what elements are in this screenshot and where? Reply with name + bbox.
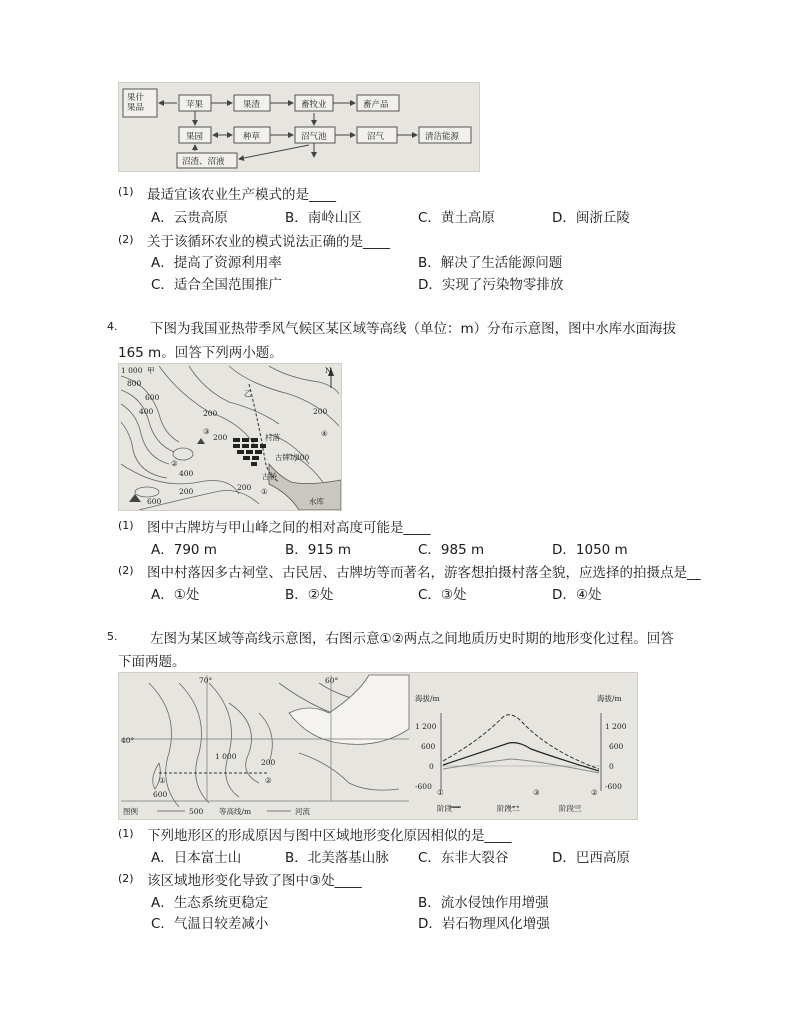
q4-sub1-number: (1): [118, 519, 134, 532]
box-pomace: 果渣: [243, 100, 261, 110]
box-biogas-pit: 沼气池: [301, 132, 327, 142]
q4-sub2-option-c[interactable]: C．③处: [418, 587, 467, 603]
q3-sub1-number: (1): [118, 185, 134, 198]
map-contour-200d: 200: [237, 483, 252, 492]
profile-ylabel-right: 海拔/m: [597, 694, 622, 703]
profile-legend-stage1: 阶段一: [437, 804, 460, 813]
left-map-legend-title: 图例: [123, 807, 138, 816]
left-map-lon-70: 70°: [199, 676, 213, 685]
box-livestock-products: 畜产品: [363, 100, 389, 110]
q4-sub2-option-d[interactable]: D．④处: [552, 587, 602, 603]
map-contour-200a: 200: [213, 433, 228, 442]
box-grass: 种草: [243, 132, 261, 142]
q4-sub1-option-c[interactable]: C．985 m: [418, 542, 485, 558]
q5-number: 5.: [107, 630, 118, 643]
box-residue: 沼渣、沼液: [182, 157, 225, 167]
profile-legend-stage2: 阶段二: [497, 804, 520, 813]
profile-ylabel-left: 海拔/m: [415, 694, 440, 703]
profile-point-3: ③: [533, 788, 540, 797]
q4-sub2-number: (2): [118, 564, 134, 577]
profile-tick-right-neg600: -600: [605, 782, 622, 791]
map-contour-200c: 200: [313, 407, 328, 416]
profile-tick-right-600: 600: [609, 742, 624, 751]
map-point-3: ③: [203, 427, 210, 436]
map-contour-400b: 400: [179, 469, 194, 478]
q3-sub2-text: 关于该循环农业的模式说法正确的是____: [147, 234, 390, 250]
q5-sub1-option-b[interactable]: B．北美落基山脉: [285, 850, 389, 866]
left-map-contour-1000: 1 000: [215, 752, 237, 761]
profile-point-2: ②: [591, 788, 598, 797]
q3-sub1-text: 最适宜该农业生产模式的是____: [147, 187, 336, 203]
left-map-contour-600: 600: [153, 790, 168, 799]
q5-stem-line2: 下面两题。: [118, 654, 186, 670]
q4-sub1-option-b[interactable]: B．915 m: [285, 542, 351, 558]
box-fruit-products: 果什果品: [127, 93, 145, 113]
map-peak-name: 甲: [147, 366, 155, 375]
q5-sub1-option-d[interactable]: D．巴西高原: [552, 850, 630, 866]
box-clean-energy: 清洁能源: [425, 132, 460, 142]
q4-stem-line2: 165 m。回答下列两小题。: [118, 345, 283, 361]
map-label-village: 村落: [265, 433, 280, 442]
left-map-contour-200: 200: [261, 758, 276, 767]
q3-sub1-option-a[interactable]: A．云贵高原: [151, 210, 228, 226]
profile-tick-left-neg600: -600: [415, 782, 432, 791]
map-contour-800: 800: [127, 379, 142, 388]
left-map-lon-60: 60°: [325, 676, 339, 685]
box-livestock: 畜牧业: [301, 100, 327, 110]
q4-sub2-option-b[interactable]: B．②处: [285, 587, 334, 603]
q5-sub1-option-a[interactable]: A．日本富士山: [151, 850, 242, 866]
left-map-lat-40: 40°: [121, 736, 135, 745]
left-map-legend-value: 500: [189, 807, 204, 816]
q5-sub1-number: (1): [118, 827, 134, 840]
q3-sub2-option-d[interactable]: D．实现了污染物零排放: [418, 277, 564, 293]
map-contour-200b: 200: [179, 487, 194, 496]
q5-sub2-option-c[interactable]: C．气温日较差减小: [151, 916, 269, 932]
q5-sub2-number: (2): [118, 872, 134, 885]
left-map-legend-contour: 等高线/m: [219, 807, 252, 816]
profile-point-1: ①: [437, 788, 444, 797]
profile-tick-right-0: 0: [609, 762, 614, 771]
map-north-label: N: [325, 366, 332, 375]
left-map-point-1: ①: [159, 776, 166, 785]
q4-sub2-option-a[interactable]: A．①处: [151, 587, 200, 603]
flowchart-figure: [118, 82, 480, 172]
q3-sub1-option-b[interactable]: B．南岭山区: [285, 210, 362, 226]
map-label-yi: 乙: [244, 389, 252, 398]
q5-stem-line1: 左图为某区域等高线示意图，右图示意①②两点之间地质历史时期的地形变化过程。回答: [150, 631, 674, 647]
q3-sub2-option-a[interactable]: A．提高了资源利用率: [151, 255, 282, 271]
map-point-1: ①: [261, 487, 268, 496]
box-apple: 苹果: [186, 100, 204, 110]
map-label-reservoir: 水库: [309, 497, 324, 506]
q4-sub1-option-d[interactable]: D．1050 m: [552, 542, 628, 558]
q4-sub1-text: 图中古牌坊与甲山峰之间的相对高度可能是____: [147, 520, 431, 536]
map-contour-400a: 400: [139, 407, 154, 416]
map-label-archway: 古牌坊: [275, 453, 298, 462]
q3-sub1-option-c[interactable]: C．黄土高原: [418, 210, 495, 226]
q3-sub2-option-c[interactable]: C．适合全国范围推广: [151, 277, 282, 293]
contour-map-figure: [118, 363, 342, 511]
map-point-4: ④: [321, 429, 328, 438]
q4-stem-line1: 下图为我国亚热带季风气候区某区域等高线（单位：m）分布示意图，图中水库水面海拔: [150, 321, 677, 337]
profile-line-stage2: [443, 715, 599, 769]
left-map-legend-river: 河流: [295, 807, 310, 816]
q5-sub2-option-a[interactable]: A．生态系统更稳定: [151, 895, 269, 911]
map-peak-elevation: 1 000: [121, 366, 143, 375]
q3-sub2-option-b[interactable]: B．解决了生活能源问题: [418, 255, 563, 271]
box-biogas: 沼气: [367, 132, 385, 142]
q5-sub1-text: 下列地形区的形成原因与图中区域地形变化原因相似的是____: [147, 828, 512, 844]
map-contour-300: 300: [295, 453, 310, 462]
map-contour-600b: 600: [147, 497, 162, 506]
profile-tick-right-1200: 1 200: [605, 722, 627, 731]
profile-legend-stage3: 阶段三: [559, 804, 582, 813]
q3-sub1-option-d[interactable]: D．闽浙丘陵: [552, 210, 630, 226]
q4-sub2-text: 图中村落因多古祠堂、古民居、古牌坊等而著名，游客想拍摄村落全貌，应选择的拍摄点是__: [147, 565, 701, 581]
q5-sub2-option-b[interactable]: B．流水侵蚀作用增强: [418, 895, 549, 911]
map-contour-200e: 200: [203, 409, 218, 418]
q5-sub2-option-d[interactable]: D．岩石物理风化增强: [418, 916, 550, 932]
map-contour-600a: 600: [145, 393, 160, 402]
q3-sub2-number: (2): [118, 233, 134, 246]
q4-sub1-option-a[interactable]: A．790 m: [151, 542, 217, 558]
profile-tick-left-600: 600: [421, 742, 436, 751]
left-map-point-2: ②: [265, 776, 272, 785]
q5-sub2-text: 该区域地形变化导致了图中③处____: [147, 873, 362, 889]
map-label-bridge: 古桥: [262, 472, 277, 481]
region-figure: [118, 672, 638, 820]
map-point-2: ②: [171, 459, 178, 468]
q5-sub1-option-c[interactable]: C．东非大裂谷: [418, 850, 509, 866]
profile-tick-left-0: 0: [429, 762, 434, 771]
q4-number: 4.: [107, 320, 118, 333]
box-orchard: 果园: [186, 132, 204, 142]
profile-tick-left-1200: 1 200: [415, 722, 437, 731]
